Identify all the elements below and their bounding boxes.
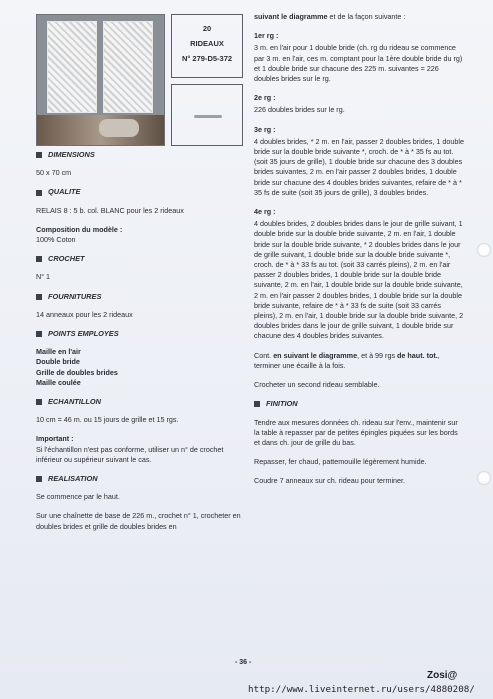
heading-square-icon [36,152,42,158]
cushion [99,119,139,137]
text-run: en suivant le diagramme [273,350,358,360]
stitch-swatch-box [171,84,243,146]
section-heading [36,292,246,302]
text-run: , terminer une écaille à la fois. [254,350,440,370]
paragraph-text: Si l'échantillon n'est pas conforme, utiliser un n° de crochet inférieur ou supérieur suivant le cas. [36,444,224,464]
row-instruction [254,207,464,342]
heading-text: FOURNITURES [48,291,102,301]
paragraph: Se commence par le haut. [36,492,120,502]
stitch-item: Maille en l'air [36,347,81,357]
stitch-item: Grille de doubles brides [36,367,118,377]
text-run: Cont. [254,350,274,360]
binder-hole-bottom [477,471,491,485]
signature: Zosi@ [427,670,458,681]
binder-hole-top [477,243,491,257]
stitch-item: Maille coulée [36,377,81,387]
text-run: , et à 99 rgs [357,350,398,360]
bold-text: suivant le diagramme [254,12,328,21]
section-heading [254,399,464,409]
row-text: 4 doubles brides, 2 doubles brides dans le jour de grille suivant, 1 double bride sur la double bride suivante, 2 m. en l'air, 1 double bride sur la double bride suivante, * 2 doubles brides dans le jour de grille suivant, 1 double bride sur la double bride suivante *, croch. de * à * 33 fs au tot. (soit 33 carrés pleins), 2 m. en l'air passer 2 doubles brides, 1 double bride sur la double bride suivante, 2 m. en l'air, 1 double bride sur la double bride suivante, 2 m. en l'air passer 2 doubles brides, 1 double bride sur la double bride suivante, refaire de * à * 33 fs de suite (soit 33 carrés pleins), 2 m. en l'air, 1 double bride sur la double bride suivante, 2 doubles brides dans le jour de grille suivant, 1 double bride sur chacune des 4 doubles brides suivantes. [254,219,464,341]
curtain-photo [36,14,165,146]
paragraph [254,12,464,22]
swatch-mark [194,115,222,118]
heading-text: POINTS EMPLOYES [48,329,119,339]
labelled-paragraph [36,225,246,245]
curtain-right-panel [103,21,153,113]
row-instruction [254,31,464,84]
stitch-item: Double bride [36,357,80,367]
paragraph: 14 anneaux pour les 2 rideaux [36,309,133,319]
labelled-paragraph [36,434,246,465]
paragraph: Sur une chaînette de base de 226 m., crochet n° 1, crocheter en doubles brides et grille de doubles brides en [36,511,241,531]
heading-text: CROCHET [48,254,85,264]
heading-square-icon [36,256,42,262]
watermark-url: http://www.liveinternet.ru/users/4880208/ [248,684,475,695]
heading-text: FINITION [266,399,298,409]
row-label: 1er rg : [254,31,279,41]
heading-square-icon [36,294,42,300]
paragraph: N° 1 [36,272,51,282]
left-column [36,150,246,541]
ref-name: RIDEAUX [190,39,224,48]
section-heading [36,254,246,264]
text-run: de haut. tot. [397,350,438,360]
text: et de la façon suivante : [327,12,406,21]
row-instruction [254,93,464,115]
page-number: - 36 - [235,659,252,666]
paragraph: 10 cm = 46 m. ou 15 jours de grille et 15 rgs. [36,415,179,425]
paragraph-label: Important : [36,434,74,444]
heading-square-icon [36,476,42,482]
section-heading [36,150,246,160]
paragraph: 50 x 70 cm [36,168,72,178]
stitch-list [36,347,246,388]
section-heading [36,474,246,484]
heading-text: ECHANTILLON [48,397,101,407]
heading-text: DIMENSIONS [48,150,95,159]
paragraph: Repasser, fer chaud, pattemouille légèrement humide. [254,457,427,467]
ref-code: N° 279-D5-372 [181,54,233,63]
ref-number: 20 [202,24,212,33]
row-text: 4 doubles brides, * 2 m. en l'air, passer 2 doubles brides, 1 double bride sur la double bride suivante *, croch. de * à * 35 fs au tot. (soit 35 jours de grille), 1 double bride sur chacune des 3 doubles brides suivantes, 2 m. en l'air passer 2 doubles brides, 1 double bride sur chacune des 4 doubles brides suivantes, refaire de * à * 35 fs de suite (soit 35 jours de grille), 3 doubles brides. [254,136,464,197]
row-text: 226 doubles brides sur le rg. [254,105,345,115]
heading-square-icon [36,190,42,196]
heading-square-icon [36,331,42,337]
heading-text: QUALITE [48,187,81,197]
heading-square-icon [36,399,42,405]
row-label: 3e rg : [254,124,276,134]
paragraph-text: 100% Coton [36,235,76,245]
paragraph: Crocheter un second rideau semblable. [254,380,380,390]
section-heading [36,187,246,197]
paragraph: Tendre aux mesures données ch. rideau sur l'env., maintenir sur la table à repasser par de petites épingles piquées sur les bords et dans ch. jour de grille du bas. [254,417,458,447]
right-column [254,12,464,496]
reference-box [171,14,243,78]
heading-text: REALISATION [48,474,98,484]
section-heading [36,329,246,339]
section-heading [36,397,246,407]
paragraph-label: Composition du modèle : [36,224,123,234]
paragraph: RELAIS 8 : 5 b. col. BLANC pour les 2 rideaux [36,205,184,215]
row-instruction [254,125,464,198]
curtain-left-panel [47,21,97,113]
row-label: 2e rg : [254,93,276,103]
row-label: 4e rg : [254,207,276,217]
row-text: 3 m. en l'air pour 1 double bride (ch. rg du rideau se commence par 3 m. en l'air, ces m. comptant pour la 1ère double bride du rg) et 1 double bride sur chacune des 225 m. suivantes = 226 doubles brides sur le rg. [254,43,463,84]
paragraph: Coudre 7 anneaux sur ch. rideau pour terminer. [254,476,406,486]
heading-square-icon [254,401,260,407]
continue-paragraph [254,351,464,371]
